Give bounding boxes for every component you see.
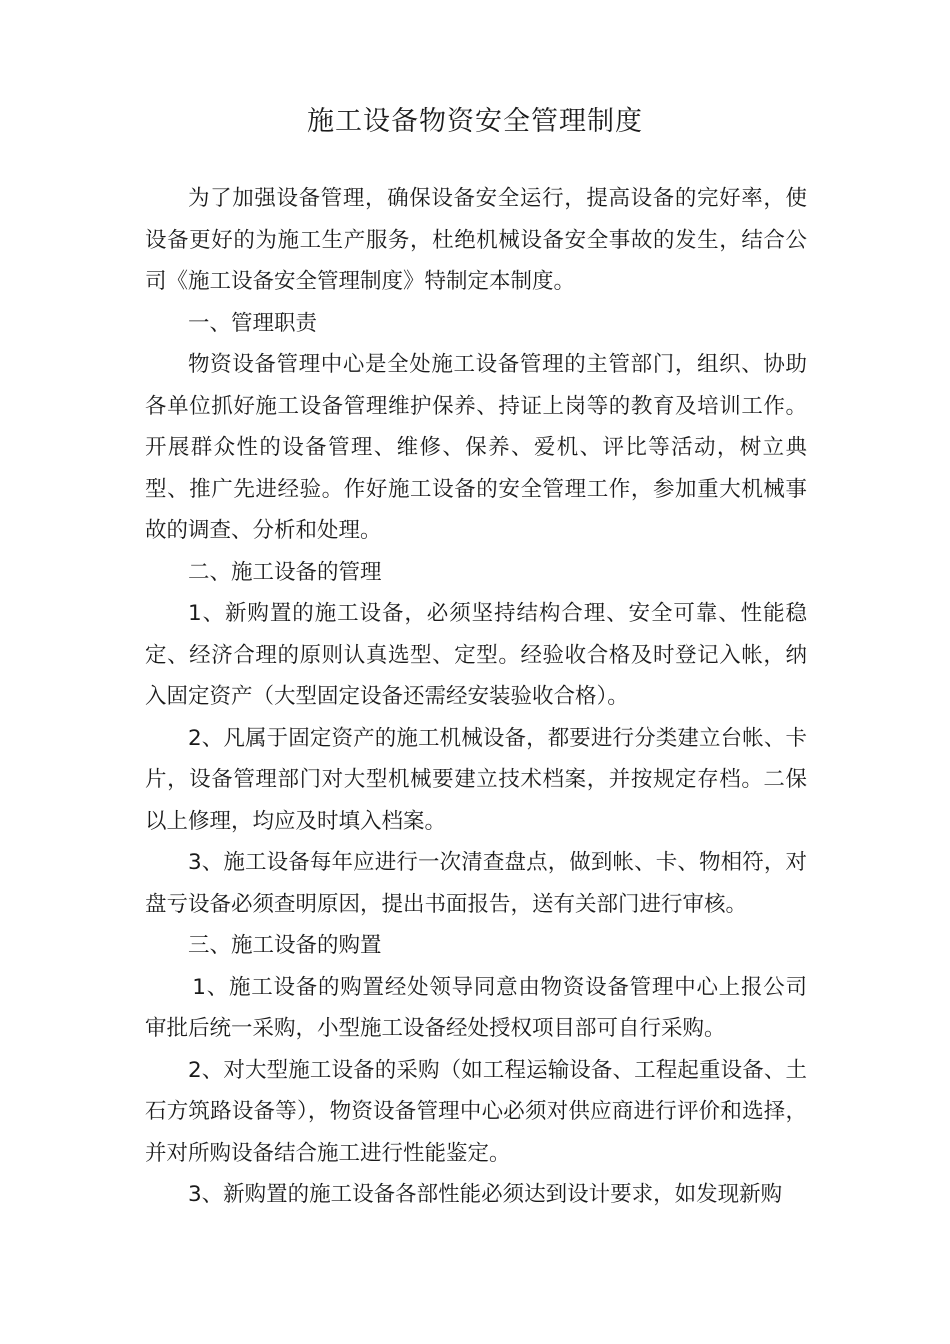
paragraph-responsibilities: 物资设备管理中心是全处施工设备管理的主管部门，组织、协助各单位抓好施工设备管理维护保养、持证上岗等的教育及培训工作。开展群众性的设备管理、维修、保养、爱机、评比等活动，树立典型、推广先进经验。作好施工设备的安全管理工作，参加重大机械事故的调查、分析和处理。 xyxy=(145,352,807,543)
document-body xyxy=(145,178,807,1216)
section-heading-1: 一、管理职责 xyxy=(188,310,318,336)
paragraph-intro: 为了加强设备管理，确保设备安全运行，提高设备的完好率，使设备更好的为施工生产服务，杜绝机械设备安全事故的发生，结合公司《施工设备安全管理制度》特制定本制度。 xyxy=(145,186,807,294)
paragraph-management-1: 1、新购置的施工设备，必须坚持结构合理、安全可靠、性能稳定、经济合理的原则认真选型、定型。经验收合格及时登记入帐，纳入固定资产（大型固定设备还需经安装验收合格）。 xyxy=(145,601,807,709)
paragraph-purchase-2: 2、对大型施工设备的采购（如工程运输设备、工程起重设备、土石方筑路设备等），物资设备管理中心必须对供应商进行评价和选择，并对所购设备结合施工进行性能鉴定。 xyxy=(145,1057,807,1166)
paragraph-purchase-1: 1、施工设备的购置经处领导同意由物资设备管理中心上报公司审批后统一采购，小型施工设备经处授权项目部可自行采购。 xyxy=(145,974,807,1041)
document-title: 施工设备物资安全管理制度 xyxy=(307,106,643,137)
section-heading-2: 二、施工设备的管理 xyxy=(188,559,382,585)
paragraph-purchase-3: 3、新购置的施工设备各部性能必须达到设计要求，如发现新购 xyxy=(188,1182,783,1207)
paragraph-management-2: 2、凡属于固定资产的施工机械设备，都要进行分类建立台帐、卡片，设备管理部门对大型机械要建立技术档案，并按规定存档。二保以上修理，均应及时填入档案。 xyxy=(145,725,807,834)
paragraph-management-3: 3、施工设备每年应进行一次清查盘点，做到帐、卡、物相符，对盘亏设备必须查明原因，提出书面报告，送有关部门进行审核。 xyxy=(145,850,807,917)
section-heading-3: 三、施工设备的购置 xyxy=(188,933,382,958)
